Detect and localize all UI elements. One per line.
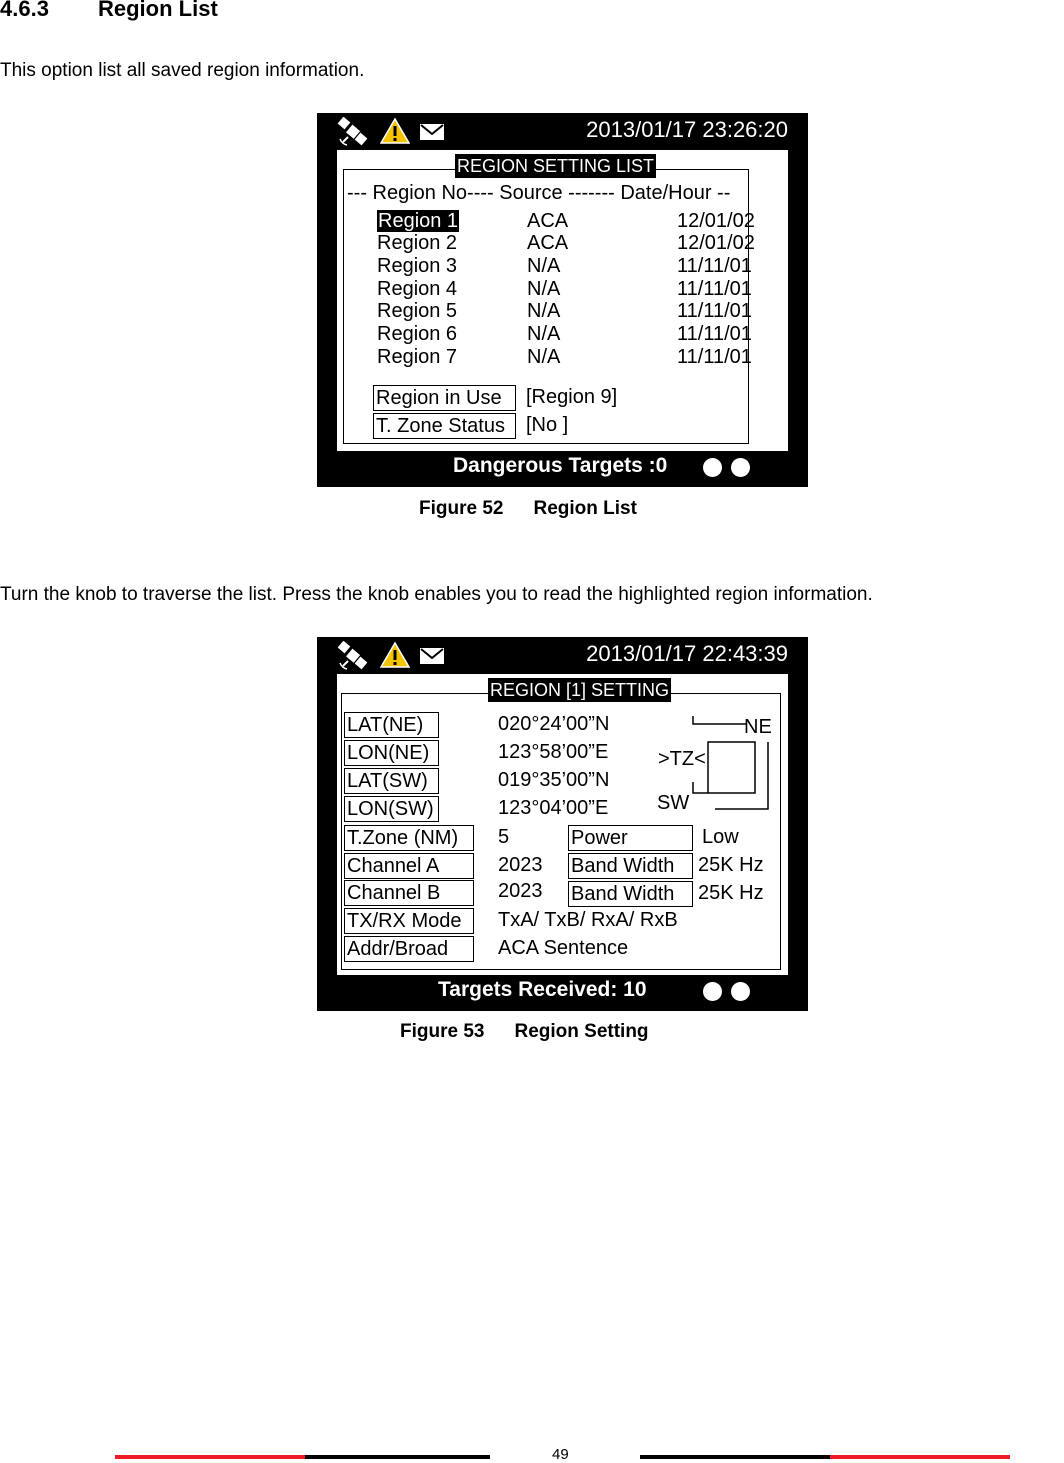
page-number: 49 (552, 1446, 569, 1463)
list-item-date: 11/11/01 (677, 300, 752, 322)
list-item-source: N/A (527, 278, 561, 300)
instruction-paragraph: Turn the knob to traverse the list. Press the knob enables you to read the highlighted region information. (0, 584, 873, 605)
list-item[interactable]: Region 7 (377, 346, 458, 368)
caption-number: Figure 52 (419, 498, 504, 519)
list-item-source: N/A (527, 300, 561, 322)
channel-b-label: Channel B (344, 880, 474, 906)
status-dot (731, 982, 750, 1001)
list-item-source: N/A (527, 323, 561, 345)
list-item-date: 11/11/01 (677, 346, 752, 368)
caption-title: Region List (533, 498, 637, 519)
bandwidth-b-label: Band Width (568, 881, 693, 907)
list-item[interactable]: Region 3 (377, 255, 458, 277)
footer-bar-black-left (305, 1455, 490, 1459)
addr-broad-label: Addr/Broad (344, 936, 474, 962)
power-value: Low (702, 826, 739, 848)
region-list-screen (317, 113, 808, 487)
warning-icon (380, 641, 410, 669)
ne-label: NE (744, 716, 772, 738)
region-setting-screen (317, 637, 808, 1011)
status-bar (317, 113, 808, 149)
section-heading (0, 0, 218, 22)
setting-title: REGION [1] SETTING (490, 680, 670, 700)
list-panel (337, 150, 788, 451)
channel-a-label: Channel A (344, 853, 474, 879)
dangerous-targets: Dangerous Targets :0 (453, 454, 668, 477)
section-number: 4.6.3 (0, 0, 49, 21)
txrx-mode-label: TX/RX Mode (344, 908, 474, 934)
caption-number: Figure 53 (400, 1021, 485, 1042)
list-item-source: N/A (527, 255, 561, 277)
figure-52-caption (419, 498, 637, 520)
status-dot (731, 458, 750, 477)
targets-received: Targets Received: 10 (438, 978, 647, 1001)
list-header: --- Region No---- Source ------- Date/Hour -- (347, 182, 731, 204)
list-item-date: 11/11/01 (677, 255, 752, 277)
bandwidth-a-value: 25K Hz (698, 854, 764, 876)
clock: 2013/01/17 23:26:20 (586, 117, 788, 142)
lon-sw-value: 123°04’00”E (498, 797, 609, 819)
bandwidth-b-value: 25K Hz (698, 882, 764, 904)
list-item[interactable]: Region 2 (377, 232, 458, 254)
section-title: Region List (98, 0, 218, 21)
channel-a-value: 2023 (498, 854, 543, 876)
clock: 2013/01/17 22:43:39 (586, 641, 788, 666)
satellite-icon (337, 641, 371, 671)
envelope-icon (419, 123, 445, 141)
region-in-use-value: [Region 9] (526, 386, 618, 408)
lon-ne-label: LON(NE) (344, 740, 439, 766)
satellite-icon (337, 117, 371, 147)
tzone-label: T.Zone (NM) (344, 825, 474, 851)
footer-bar-black-right (640, 1455, 830, 1459)
tzone-status-value: [No ] (526, 414, 569, 436)
list-item-date: 12/01/02 (677, 210, 755, 232)
lon-ne-value: 123°58’00”E (498, 741, 609, 763)
status-dot (703, 458, 722, 477)
warning-icon (380, 117, 410, 145)
lat-ne-label: LAT(NE) (344, 712, 439, 738)
list-item[interactable]: Region 1 (378, 210, 459, 232)
list-item-source: N/A (527, 346, 561, 368)
lat-sw-label: LAT(SW) (344, 768, 439, 794)
setting-panel (337, 674, 788, 975)
tz-label: >TZ< (658, 748, 706, 770)
list-item-date: 11/11/01 (677, 323, 752, 345)
list-item-date: 11/11/01 (677, 278, 752, 300)
addr-broad-value: ACA Sentence (498, 937, 629, 959)
lat-sw-value: 019°35’00”N (498, 769, 610, 791)
sw-label: SW (657, 792, 690, 814)
list-item[interactable]: Region 6 (377, 323, 458, 345)
status-bar (317, 637, 808, 673)
channel-b-value: 2023 (498, 880, 543, 902)
power-label: Power (568, 825, 693, 851)
list-item[interactable]: Region 4 (377, 278, 458, 300)
footer-bar-red-left (115, 1455, 305, 1459)
figure-53-caption (400, 1021, 649, 1043)
list-item[interactable]: Region 5 (377, 300, 458, 322)
list-title: REGION SETTING LIST (457, 156, 655, 176)
txrx-mode-value: TxA/ TxB/ RxA/ RxB (498, 909, 678, 931)
footer-bar-red-right (830, 1455, 1010, 1459)
status-dot (703, 982, 722, 1001)
envelope-icon (419, 647, 445, 665)
lon-sw-label: LON(SW) (344, 796, 439, 822)
bandwidth-a-label: Band Width (568, 853, 693, 879)
list-item-source: ACA (527, 210, 569, 232)
caption-title: Region Setting (514, 1021, 649, 1042)
lat-ne-value: 020°24’00”N (498, 713, 610, 735)
list-item-date: 12/01/02 (677, 232, 755, 254)
region-in-use-label: Region in Use (373, 385, 516, 411)
tzone-value: 5 (498, 826, 510, 848)
tzone-status-label: T. Zone Status (373, 413, 516, 439)
list-item-source: ACA (527, 232, 569, 254)
intro-paragraph: This option list all saved region information. (0, 60, 365, 81)
